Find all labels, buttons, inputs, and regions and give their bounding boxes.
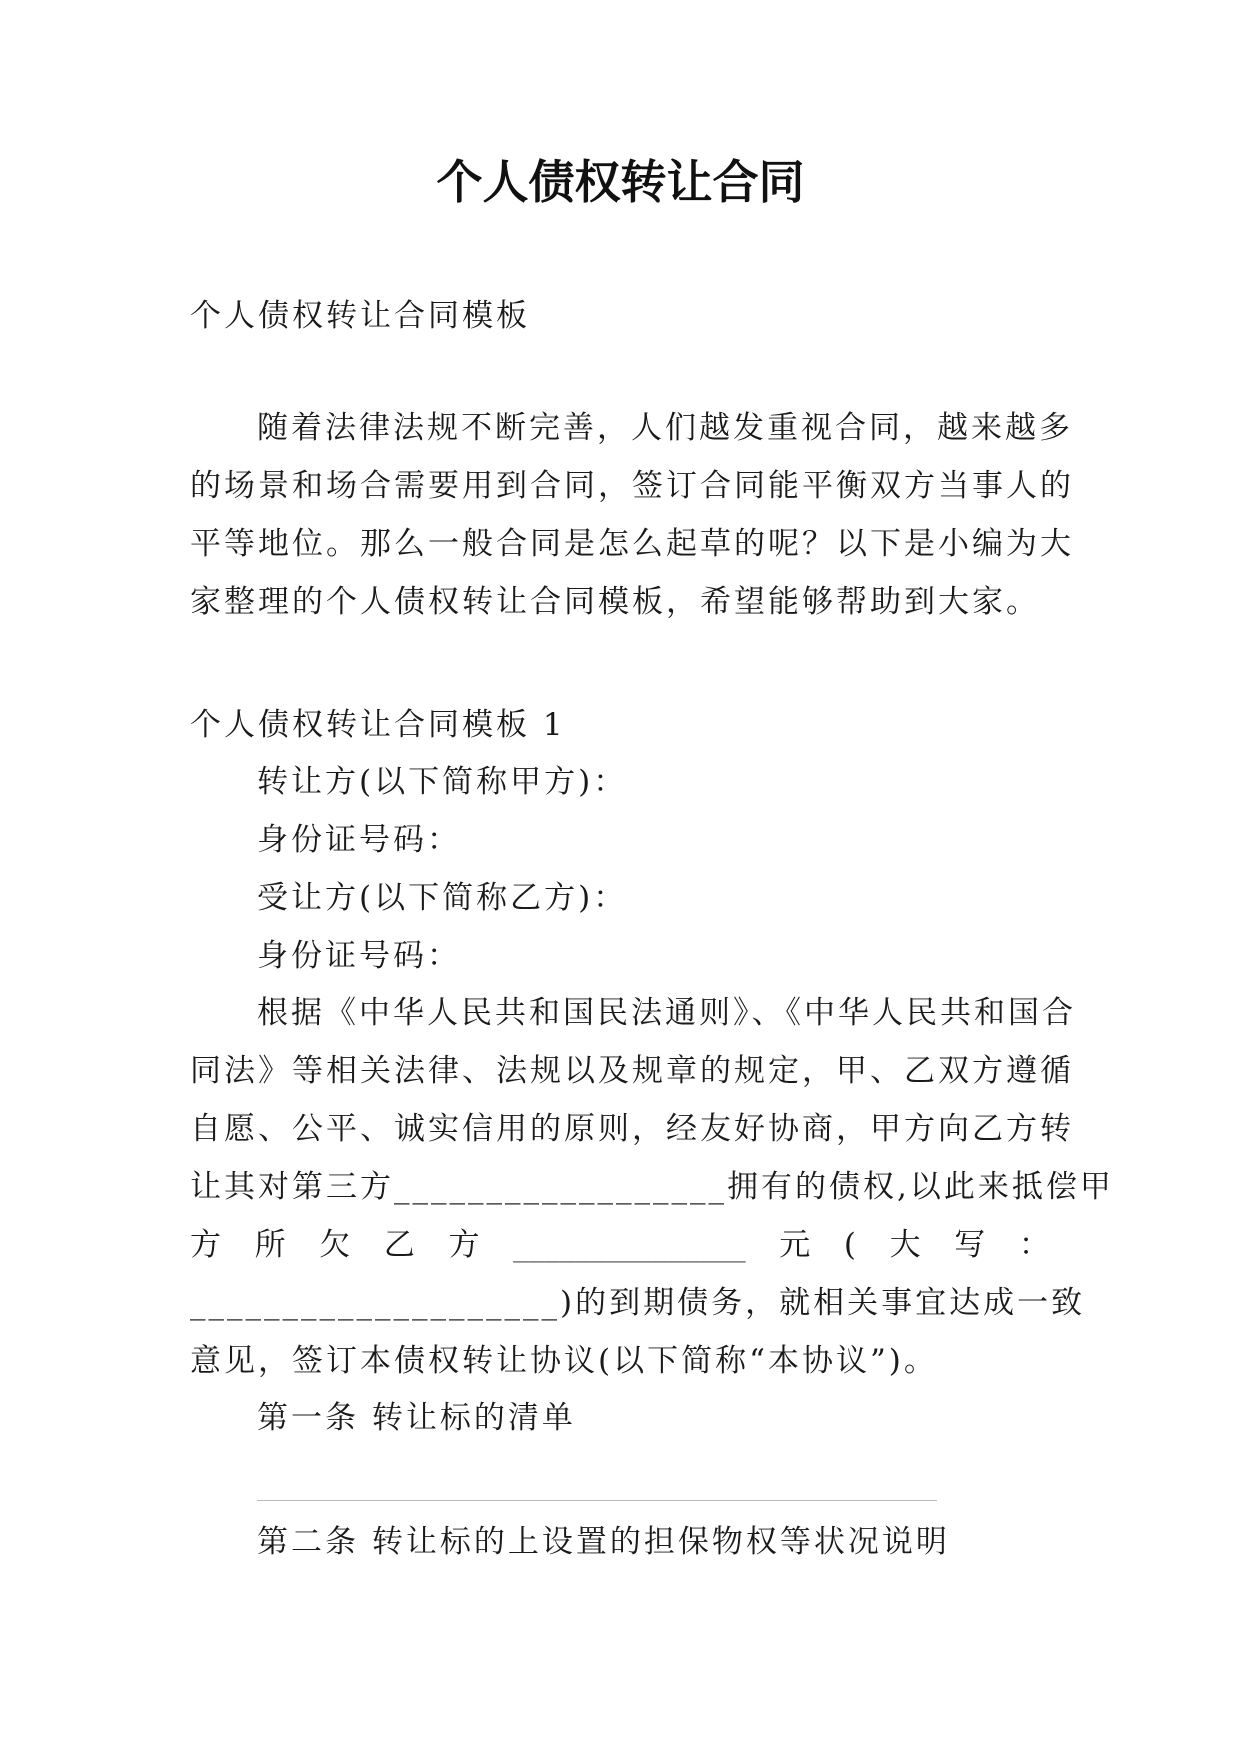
justified-char: 方 [448,1227,480,1263]
field-transferor: 转让方(以下简称甲方)： [257,764,628,800]
field-id-number: 身份证号码： [257,938,461,974]
page-title: 个人债权转让合同 [436,155,805,209]
justified-char: ( [843,1227,856,1263]
body-line: 意见，签订本债权转让协议(以下简称“本协议”)。 [190,1343,938,1379]
intro-line: 家整理的个人债权转让合同模板，希望能够帮助到大家。 [190,584,1040,620]
justified-char: 乙 [383,1227,415,1263]
article-heading: 第一条 转让标的清单 [257,1400,576,1436]
body-line: 根据《中华人民共和国民法通则》、《中华人民共和国合 [257,995,1076,1031]
blank-divider [257,1500,937,1501]
intro-line: 的场景和场合需要用到合同，签订合同能平衡双方当事人的 [190,468,1074,504]
field-transferee: 受让方(以下简称乙方)： [257,880,628,916]
justified-char: 元 [779,1227,811,1263]
intro-line: 平等地位。那么一般合同是怎么起草的呢？以下是小编为大 [190,526,1074,562]
body-line: 同法》等相关法律、法规以及规章的规定，甲、乙双方遵循 [190,1053,1074,1089]
justified-char: 所 [254,1227,286,1263]
field-id-number: 身份证号码： [257,822,461,858]
justified-char: 方 [190,1227,221,1263]
body-line: 自愿、公平、诚实信用的原则，经友好协商，甲方向乙方转 [190,1111,1074,1147]
amount-blank: _______________ [513,1227,746,1263]
intro-line: 随着法律法规不断完善，人们越发重视合同，越来越多 [257,410,1073,446]
doc-subtitle: 个人债权转让合同模板 [190,298,530,334]
body-line: ____________________)的到期债务，就相关事宜达成一致 [190,1285,1086,1321]
justified-char: 大 [889,1227,921,1263]
justified-char: 欠 [319,1227,351,1263]
justified-char: 写 [954,1227,986,1263]
body-line-justified [190,1225,1050,1265]
section-heading: 个人债权转让合同模板 1 [190,707,566,743]
article-heading: 第二条 转让标的上设置的担保物权等状况说明 [257,1524,950,1560]
body-line: 让其对第三方__________________拥有的债权,以此来抵偿甲 [190,1169,1114,1205]
justified-char: ： [1018,1227,1050,1263]
